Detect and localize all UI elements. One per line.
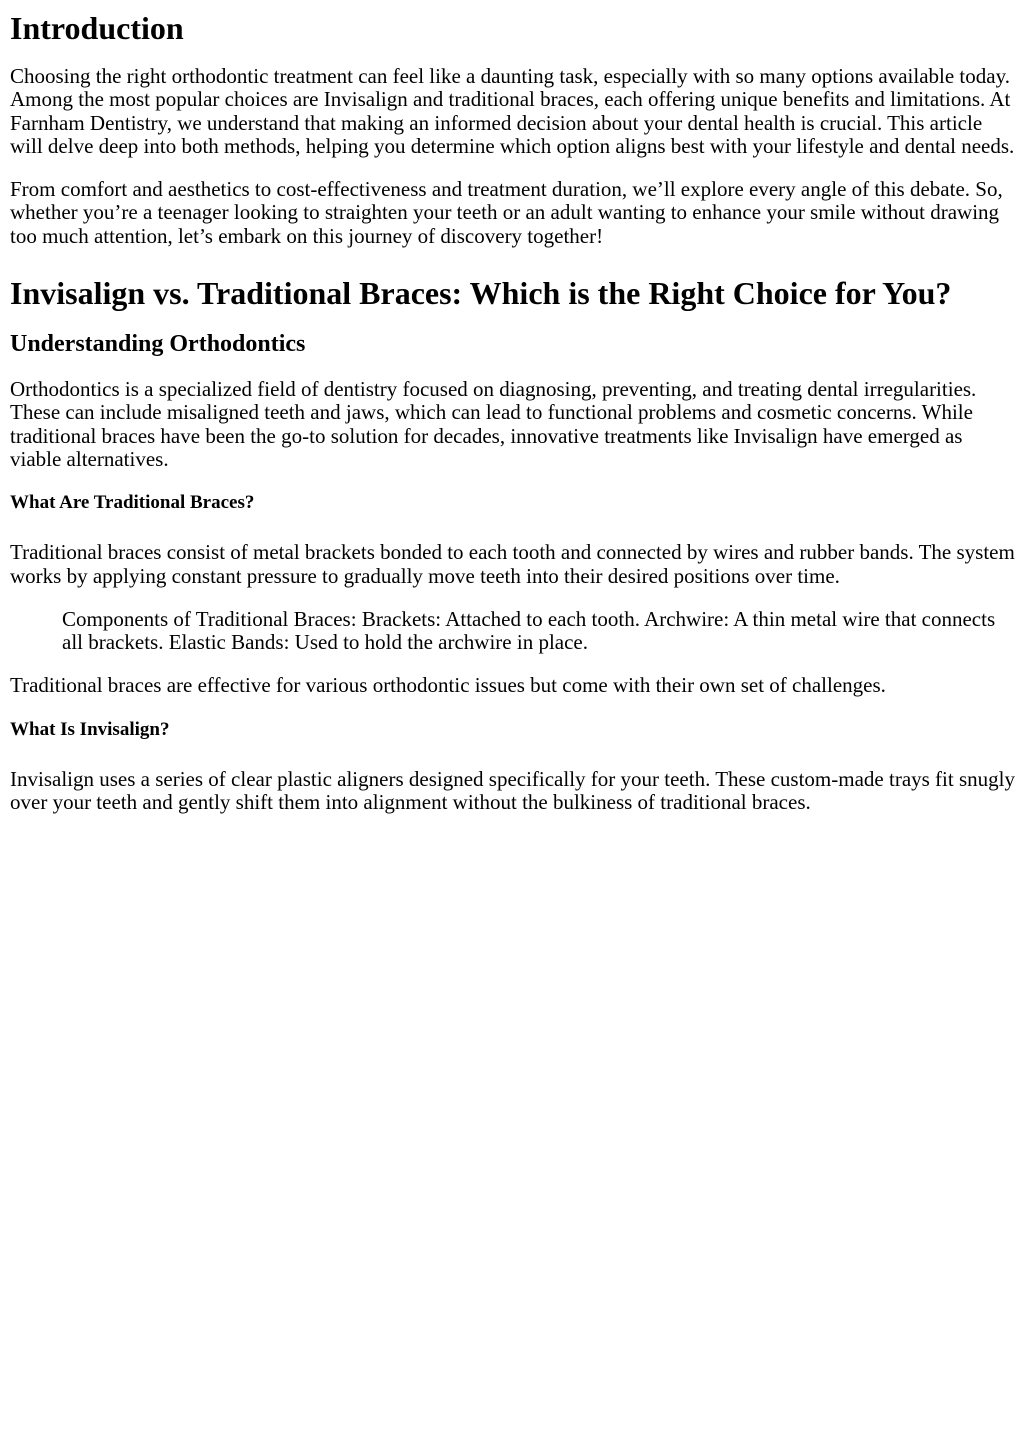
braces-components-quote: Components of Traditional Braces: Brackets: Attached to each tooth. Archwire: A thin metal wire that connects all brackets. Elastic Bands: Used to hold the archwire in place. [62, 606, 996, 655]
intro-heading: Introduction [10, 10, 184, 46]
traditional-braces-paragraph-2: Traditional braces are effective for various orthodontic issues but come with their own set of challenges. [10, 673, 886, 698]
article [0, 10, 1024, 814]
intro-paragraph-2: From comfort and aesthetics to cost-effectiveness and treatment duration, we’ll explore every angle of this debate. So, whether you’re a teenager looking to straighten your teeth or an adult wanting to enhance your smile without drawing too much attention, let’s embark on this journey of discovery together! [10, 177, 1003, 248]
traditional-braces-paragraph: Traditional braces consist of metal brackets bonded to each tooth and connected by wires and rubber bands. The system works by applying constant pressure to gradually move teeth into their desired positions over time. [10, 540, 1015, 588]
orthodontics-heading: Understanding Orthodontics [10, 331, 306, 358]
invisalign-paragraph: Invisalign uses a series of clear plastic aligners designed specifically for your teeth. These custom-made trays fit snugly over your teeth and gently shift them into alignment without the bulkiness of traditional braces. [10, 766, 1015, 815]
main-heading: Invisalign vs. Traditional Braces: Which is the Right Choice for You? [10, 275, 952, 312]
invisalign-heading: What Is Invisalign? [10, 718, 170, 740]
traditional-braces-heading: What Are Traditional Braces? [10, 492, 255, 514]
intro-paragraph-1: Choosing the right orthodontic treatment can feel like a daunting task, especially with so many options available today. Among the most popular choices are Invisalign and traditional braces, each offering unique benefits and limitations. At Farnham Dentistry, we understand that making an informed decision about your dental health is crucial. This article will delve deep into both methods, helping you determine which option aligns best with your lifestyle and dental needs. [10, 64, 1015, 158]
orthodontics-paragraph: Orthodontics is a specialized field of dentistry focused on diagnosing, preventing, and treating dental irregularities. These can include misaligned teeth and jaws, which can lead to functional problems and cosmetic concerns. While traditional braces have been the go-to solution for decades, innovative treatments like Invisalign have emerged as viable alternatives. [10, 377, 977, 471]
